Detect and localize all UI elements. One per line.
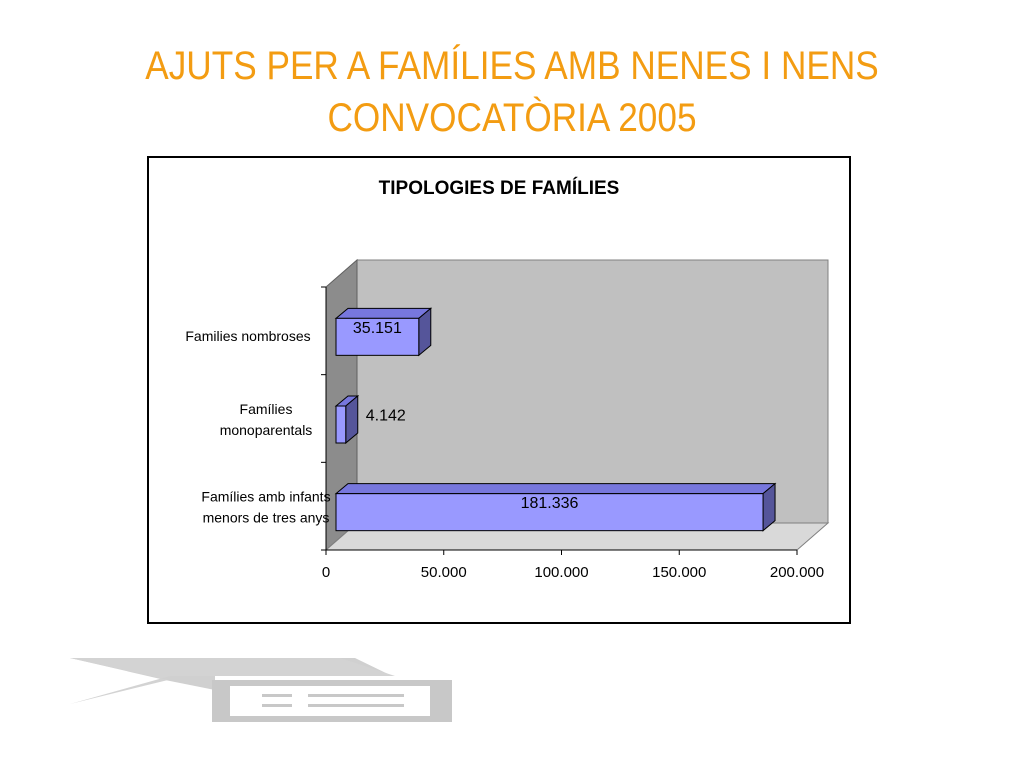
slide-title-line-1: AJUTS PER A FAMÍLIES AMB NENES I NENS <box>145 44 879 88</box>
data-label: 4.142 <box>365 407 406 425</box>
category-label: menors de tres anys <box>202 509 330 526</box>
x-tick-label: 200.000 <box>769 564 825 581</box>
data-label: 35.151 <box>352 319 402 337</box>
x-tick-label: 50.000 <box>420 564 467 581</box>
category-label: Famílies <box>239 401 293 417</box>
category-label: Famílies amb infants <box>201 488 331 505</box>
category-label: Families nombroses <box>185 327 311 344</box>
footer-card-line <box>308 704 404 707</box>
data-label: 181.336 <box>520 495 579 513</box>
footer-card-inner <box>230 686 430 716</box>
category-label: monoparentals <box>219 422 313 438</box>
slide-title-line-2: CONVOCATÒRIA 2005 <box>327 96 697 140</box>
footer-card-line <box>308 694 404 697</box>
chart-title: TIPOLOGIES DE FAMÍLIES <box>378 178 620 199</box>
footer-card-line <box>262 694 292 697</box>
x-tick-label: 100.000 <box>534 564 589 581</box>
x-tick-label: 0 <box>321 564 331 581</box>
footer-card-line <box>262 704 292 707</box>
x-tick-label: 150.000 <box>652 564 707 581</box>
